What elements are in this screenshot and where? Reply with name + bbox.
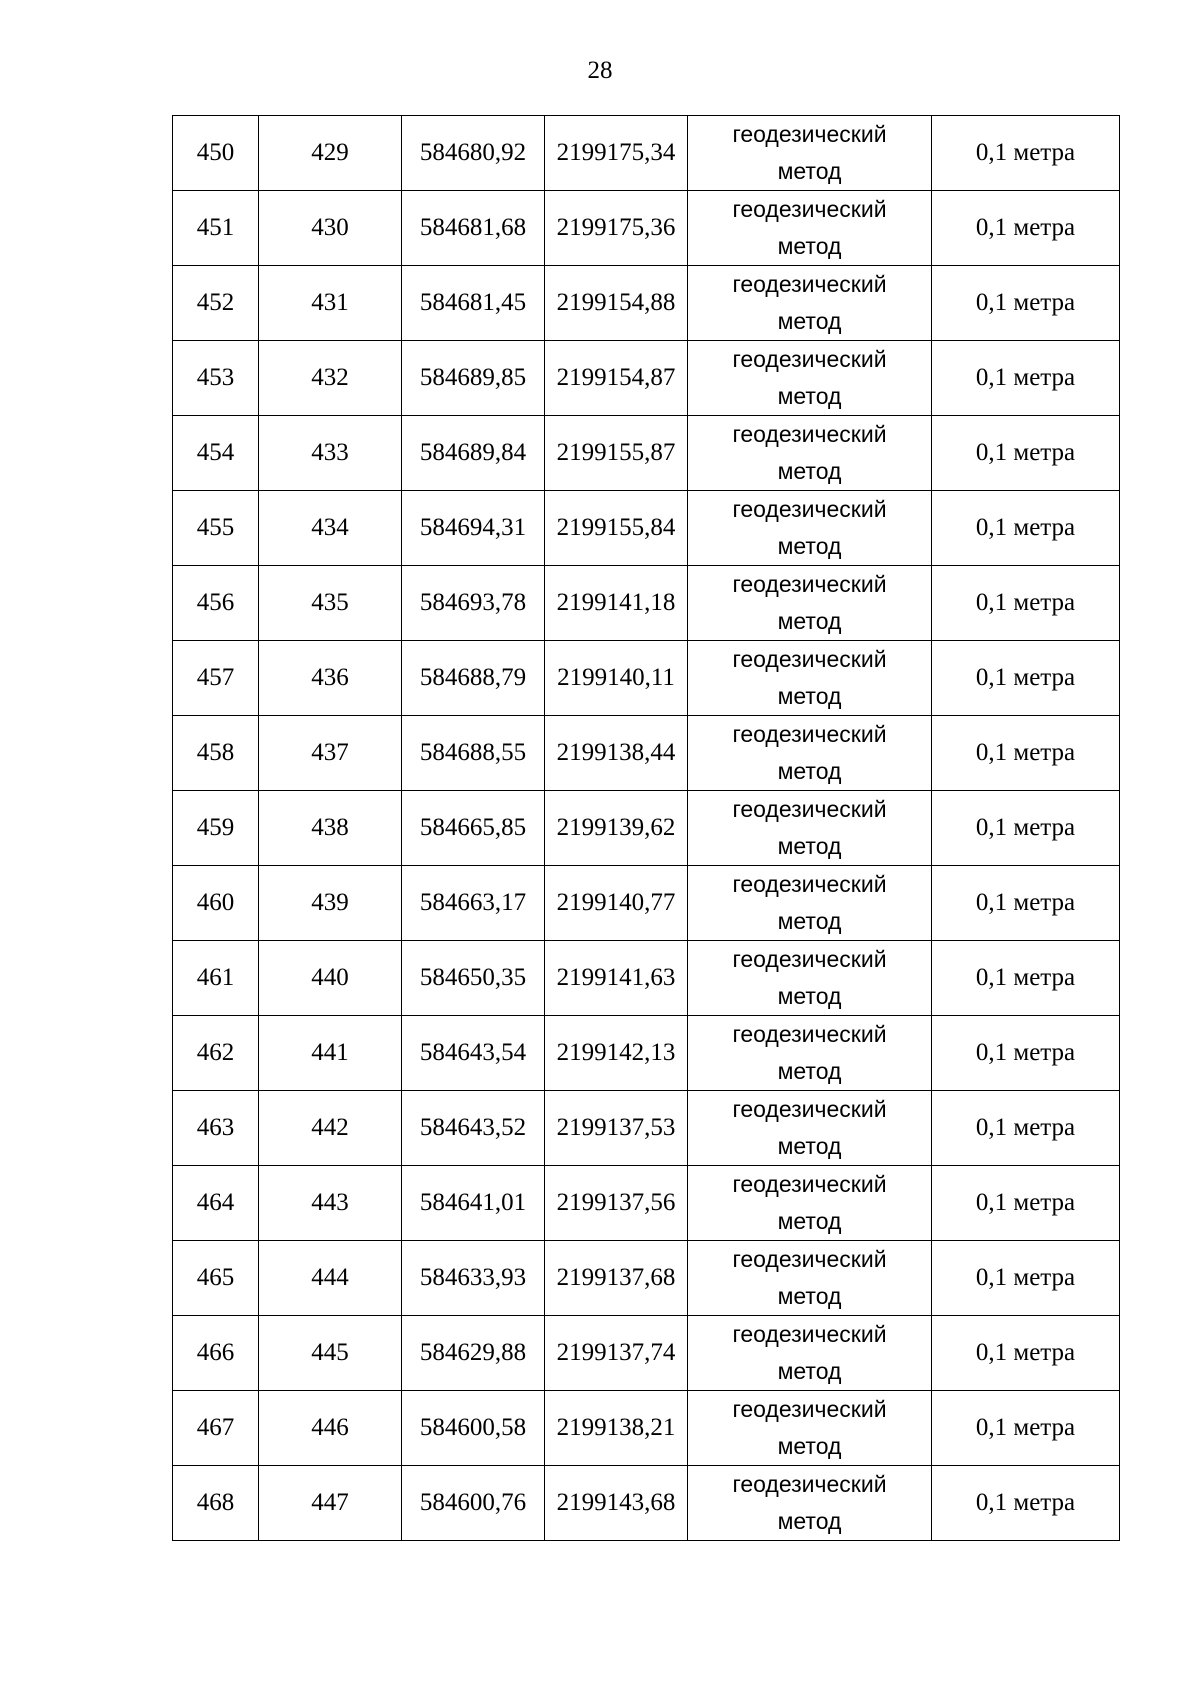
point-index-cell: 432	[259, 341, 402, 416]
point-number-cell: 466	[173, 1316, 259, 1391]
point-index-cell: 440	[259, 941, 402, 1016]
coordinate-x-cell: 584600,58	[402, 1391, 545, 1466]
point-index-cell: 437	[259, 716, 402, 791]
accuracy-cell: 0,1 метра	[932, 1241, 1120, 1316]
point-index-cell: 444	[259, 1241, 402, 1316]
table-row	[173, 866, 1120, 941]
table-row	[173, 941, 1120, 1016]
point-number-cell: 456	[173, 566, 259, 641]
point-index-cell: 442	[259, 1091, 402, 1166]
coordinate-x-cell: 584689,84	[402, 416, 545, 491]
coordinate-y-cell: 2199143,68	[545, 1466, 688, 1541]
accuracy-cell: 0,1 метра	[932, 1091, 1120, 1166]
coordinate-x-cell: 584643,54	[402, 1016, 545, 1091]
method-text: геодезический	[732, 496, 887, 522]
method-cell	[688, 1166, 932, 1241]
point-index-cell: 436	[259, 641, 402, 716]
coordinate-y-cell: 2199139,62	[545, 791, 688, 866]
method-cell	[688, 566, 932, 641]
point-number-cell: 453	[173, 341, 259, 416]
table-body	[173, 116, 1120, 1541]
point-number-cell: 451	[173, 191, 259, 266]
accuracy-cell: 0,1 метра	[932, 941, 1120, 1016]
coordinate-x-cell: 584665,85	[402, 791, 545, 866]
coordinate-y-cell: 2199175,34	[545, 116, 688, 191]
method-text: геодезический	[732, 196, 887, 222]
coordinate-x-cell: 584694,31	[402, 491, 545, 566]
point-number-cell: 452	[173, 266, 259, 341]
point-index-cell: 438	[259, 791, 402, 866]
coordinate-x-cell: 584688,55	[402, 716, 545, 791]
coordinate-y-cell: 2199175,36	[545, 191, 688, 266]
accuracy-cell: 0,1 метра	[932, 1316, 1120, 1391]
coordinate-y-cell: 2199154,88	[545, 266, 688, 341]
table-row	[173, 1016, 1120, 1091]
table-row	[173, 1091, 1120, 1166]
coordinate-x-cell: 584681,68	[402, 191, 545, 266]
table-row	[173, 341, 1120, 416]
method-cell	[688, 1316, 932, 1391]
table-row	[173, 1391, 1120, 1466]
point-index-cell: 441	[259, 1016, 402, 1091]
method-text: метод	[777, 383, 842, 409]
table-row	[173, 716, 1120, 791]
coordinate-y-cell: 2199155,84	[545, 491, 688, 566]
coordinate-y-cell: 2199137,56	[545, 1166, 688, 1241]
method-text: геодезический	[732, 271, 887, 297]
accuracy-cell: 0,1 метра	[932, 116, 1120, 191]
point-index-cell: 430	[259, 191, 402, 266]
coordinate-x-cell: 584663,17	[402, 866, 545, 941]
coordinate-x-cell: 584641,01	[402, 1166, 545, 1241]
point-number-cell: 461	[173, 941, 259, 1016]
method-text: метод	[777, 308, 842, 334]
accuracy-cell: 0,1 метра	[932, 341, 1120, 416]
method-cell	[688, 791, 932, 866]
method-text: геодезический	[732, 796, 887, 822]
accuracy-cell: 0,1 метра	[932, 416, 1120, 491]
coordinate-y-cell: 2199138,21	[545, 1391, 688, 1466]
method-cell	[688, 416, 932, 491]
method-text: метод	[777, 1433, 842, 1459]
accuracy-cell: 0,1 метра	[932, 791, 1120, 866]
coordinate-x-cell: 584680,92	[402, 116, 545, 191]
point-index-cell: 445	[259, 1316, 402, 1391]
point-index-cell: 447	[259, 1466, 402, 1541]
method-text: метод	[777, 1508, 842, 1534]
point-number-cell: 455	[173, 491, 259, 566]
method-cell	[688, 866, 932, 941]
coordinate-y-cell: 2199140,77	[545, 866, 688, 941]
page-number: 28	[587, 57, 613, 84]
accuracy-cell: 0,1 метра	[932, 1016, 1120, 1091]
method-text: геодезический	[732, 1471, 887, 1497]
coordinate-y-cell: 2199142,13	[545, 1016, 688, 1091]
point-number-cell: 465	[173, 1241, 259, 1316]
table-row	[173, 416, 1120, 491]
table-row	[173, 1241, 1120, 1316]
accuracy-cell: 0,1 метра	[932, 191, 1120, 266]
method-text: геодезический	[732, 1096, 887, 1122]
point-number-cell: 462	[173, 1016, 259, 1091]
coordinates-table	[172, 115, 1120, 1541]
point-number-cell: 459	[173, 791, 259, 866]
method-cell	[688, 1016, 932, 1091]
method-text: метод	[777, 983, 842, 1009]
accuracy-cell: 0,1 метра	[932, 716, 1120, 791]
point-index-cell: 434	[259, 491, 402, 566]
method-text: геодезический	[732, 646, 887, 672]
method-cell	[688, 266, 932, 341]
method-text: геодезический	[732, 946, 887, 972]
table-row	[173, 791, 1120, 866]
method-text: метод	[777, 1208, 842, 1234]
accuracy-cell: 0,1 метра	[932, 1466, 1120, 1541]
method-text: метод	[777, 233, 842, 259]
coordinate-y-cell: 2199155,87	[545, 416, 688, 491]
point-number-cell: 450	[173, 116, 259, 191]
point-index-cell: 439	[259, 866, 402, 941]
point-index-cell: 435	[259, 566, 402, 641]
method-text: метод	[777, 908, 842, 934]
coordinate-y-cell: 2199137,53	[545, 1091, 688, 1166]
method-text: геодезический	[732, 121, 887, 147]
method-cell	[688, 641, 932, 716]
coordinate-x-cell: 584681,45	[402, 266, 545, 341]
method-text: геодезический	[732, 1246, 887, 1272]
point-index-cell: 443	[259, 1166, 402, 1241]
method-text: метод	[777, 158, 842, 184]
method-text: геодезический	[732, 871, 887, 897]
table-row	[173, 116, 1120, 191]
method-text: метод	[777, 833, 842, 859]
method-cell	[688, 1466, 932, 1541]
method-text: метод	[777, 758, 842, 784]
accuracy-cell: 0,1 метра	[932, 1391, 1120, 1466]
method-text: метод	[777, 608, 842, 634]
point-index-cell: 433	[259, 416, 402, 491]
coordinate-x-cell: 584600,76	[402, 1466, 545, 1541]
table-row	[173, 191, 1120, 266]
coordinate-y-cell: 2199138,44	[545, 716, 688, 791]
method-text: геодезический	[732, 721, 887, 747]
method-text: геодезический	[732, 1396, 887, 1422]
method-cell	[688, 116, 932, 191]
method-cell	[688, 1091, 932, 1166]
point-number-cell: 468	[173, 1466, 259, 1541]
method-text: метод	[777, 1283, 842, 1309]
method-text: геодезический	[732, 1321, 887, 1347]
method-cell	[688, 341, 932, 416]
method-text: геодезический	[732, 571, 887, 597]
point-index-cell: 431	[259, 266, 402, 341]
coordinate-y-cell: 2199154,87	[545, 341, 688, 416]
coordinate-x-cell: 584693,78	[402, 566, 545, 641]
method-cell	[688, 716, 932, 791]
coordinate-x-cell: 584643,52	[402, 1091, 545, 1166]
point-number-cell: 467	[173, 1391, 259, 1466]
point-number-cell: 457	[173, 641, 259, 716]
method-cell	[688, 491, 932, 566]
coordinate-x-cell: 584650,35	[402, 941, 545, 1016]
accuracy-cell: 0,1 метра	[932, 1166, 1120, 1241]
accuracy-cell: 0,1 метра	[932, 566, 1120, 641]
coordinate-y-cell: 2199140,11	[545, 641, 688, 716]
method-text: геодезический	[732, 421, 887, 447]
table-row	[173, 566, 1120, 641]
table-row	[173, 1466, 1120, 1541]
method-text: метод	[777, 1358, 842, 1384]
table-row	[173, 1316, 1120, 1391]
table-row	[173, 266, 1120, 341]
method-text: метод	[777, 1058, 842, 1084]
method-text: метод	[777, 1133, 842, 1159]
point-index-cell: 429	[259, 116, 402, 191]
accuracy-cell: 0,1 метра	[932, 641, 1120, 716]
method-cell	[688, 191, 932, 266]
coordinate-y-cell: 2199141,18	[545, 566, 688, 641]
method-text: метод	[777, 533, 842, 559]
accuracy-cell: 0,1 метра	[932, 491, 1120, 566]
table-row	[173, 491, 1120, 566]
method-text: геодезический	[732, 346, 887, 372]
accuracy-cell: 0,1 метра	[932, 266, 1120, 341]
table-row	[173, 641, 1120, 716]
coordinate-y-cell: 2199137,74	[545, 1316, 688, 1391]
method-cell	[688, 1241, 932, 1316]
coordinate-y-cell: 2199137,68	[545, 1241, 688, 1316]
method-text: метод	[777, 683, 842, 709]
method-text: геодезический	[732, 1021, 887, 1047]
point-index-cell: 446	[259, 1391, 402, 1466]
accuracy-cell: 0,1 метра	[932, 866, 1120, 941]
point-number-cell: 464	[173, 1166, 259, 1241]
method-cell	[688, 1391, 932, 1466]
coordinate-x-cell: 584633,93	[402, 1241, 545, 1316]
coordinate-x-cell: 584629,88	[402, 1316, 545, 1391]
point-number-cell: 460	[173, 866, 259, 941]
point-number-cell: 463	[173, 1091, 259, 1166]
method-text: геодезический	[732, 1171, 887, 1197]
coordinate-x-cell: 584689,85	[402, 341, 545, 416]
method-text: метод	[777, 458, 842, 484]
point-number-cell: 458	[173, 716, 259, 791]
coordinate-x-cell: 584688,79	[402, 641, 545, 716]
table-row	[173, 1166, 1120, 1241]
point-number-cell: 454	[173, 416, 259, 491]
coordinate-y-cell: 2199141,63	[545, 941, 688, 1016]
method-cell	[688, 941, 932, 1016]
